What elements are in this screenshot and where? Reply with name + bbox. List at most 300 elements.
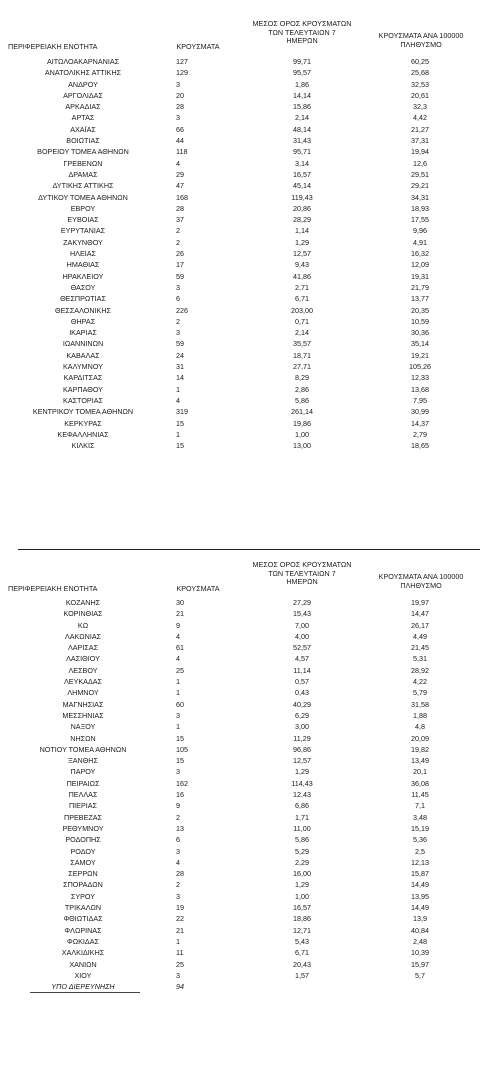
cases-value: 3 — [176, 282, 180, 292]
under-investigation-label: ΥΠΟ ΔΙΕΡΕΥΝΗΣΗ — [51, 982, 115, 992]
avg-7-days-value: 99,71 — [293, 57, 311, 66]
avg-7-days-value: 1,00 — [295, 429, 309, 439]
table-row — [0, 192, 489, 203]
cases-value: 29 — [176, 169, 184, 179]
per-100000-value: 26,17 — [411, 620, 429, 630]
cases-value: 24 — [176, 350, 184, 360]
cases-value: 37 — [176, 215, 184, 225]
avg-7-days-value: 6,71 — [295, 948, 309, 958]
avg-7-days-value: 12,43 — [293, 790, 311, 800]
cases-value: 28 — [176, 203, 184, 213]
table-row — [0, 395, 489, 406]
table-row — [0, 936, 489, 947]
cases-value: 17 — [176, 260, 184, 270]
cases-value: 1 — [176, 384, 180, 394]
avg-7-days-value: 95,71 — [293, 147, 311, 157]
table-row — [0, 259, 489, 270]
table-row — [0, 970, 489, 981]
per-100000-value: 32,3 — [413, 102, 427, 112]
table-row — [0, 429, 489, 440]
per-100000-value: 20,61 — [411, 90, 429, 100]
region-name: ΛΕΣΒΟΥ — [68, 665, 98, 675]
table-row — [0, 79, 489, 90]
table-row — [0, 158, 489, 169]
region-name: ΔΡΑΜΑΣ — [68, 169, 98, 179]
table-row — [0, 56, 489, 67]
per-100000-value: 15,87 — [411, 869, 429, 879]
cases-value: 105 — [176, 744, 188, 754]
cases-value: 1 — [176, 688, 180, 698]
cases-value: 3 — [176, 891, 180, 901]
cases-value: 129 — [176, 68, 188, 78]
per-100000-value: 1,88 — [413, 710, 427, 720]
avg-7-days-value: 2,86 — [295, 384, 309, 394]
per-100000-value: 19,94 — [411, 147, 429, 157]
avg-7-days-value: 6,71 — [295, 294, 309, 304]
cases-value: 1 — [176, 677, 180, 687]
per-100000-value: 15,19 — [411, 823, 429, 833]
avg-7-days-value: 5,86 — [295, 395, 309, 405]
region-name: ΦΘΙΩΤΙΔΑΣ — [63, 914, 103, 924]
table-row — [0, 925, 489, 936]
table-row — [0, 631, 489, 642]
header-per-line1: ΚΡΟΥΣΜΑΤΑ ΑΝΑ 100000 — [378, 572, 464, 581]
avg-7-days-value: 3,14 — [295, 158, 309, 168]
avg-7-days-value: 4,00 — [295, 631, 309, 641]
avg-7-days-value: 7,00 — [295, 620, 309, 630]
region-name: ΞΑΝΘΗΣ — [68, 756, 98, 766]
cases-value: 2 — [176, 226, 180, 236]
header-avg-line1: ΜΕΣΟΣ ΟΡΟΣ ΚΡΟΥΣΜΑΤΩΝ — [252, 19, 352, 28]
footer-underline — [30, 992, 140, 993]
region-name: ΚΕΦΑΛΛΗΝΙΑΣ — [57, 429, 109, 439]
region-name: ΧΙΟΥ — [74, 970, 92, 980]
avg-7-days-value: 16,57 — [293, 903, 311, 913]
avg-7-days-value: 261,14 — [291, 407, 313, 417]
per-100000-value: 5,7 — [415, 970, 425, 980]
region-name: ΝΑΞΟΥ — [70, 722, 96, 732]
cases-value: 4 — [176, 857, 180, 867]
avg-7-days-value: 19,86 — [293, 418, 311, 428]
region-name: ΒΟΙΩΤΙΑΣ — [66, 136, 100, 146]
cases-value: 19 — [176, 903, 184, 913]
avg-7-days-value: 18,71 — [293, 350, 311, 360]
per-100000-value: 37,31 — [411, 136, 429, 146]
avg-7-days-value: 1,29 — [295, 767, 309, 777]
avg-7-days-value: 119,43 — [291, 192, 313, 202]
per-100000-value: 9,96 — [413, 226, 427, 236]
per-100000-value: 5,36 — [413, 835, 427, 845]
per-100000-value: 28,92 — [411, 665, 429, 675]
cases-value: 6 — [176, 294, 180, 304]
avg-7-days-value: 1,29 — [295, 237, 309, 247]
avg-7-days-value: 203,00 — [291, 305, 313, 315]
per-100000-value: 18,65 — [411, 441, 429, 451]
cases-value: 226 — [176, 305, 188, 315]
avg-7-days-value: 1,14 — [295, 226, 309, 236]
region-name: ΛΑΚΩΝΙΑΣ — [64, 631, 102, 641]
region-name: ΦΛΩΡΙΝΑΣ — [64, 925, 102, 935]
region-name: ΣΑΜΟΥ — [70, 857, 96, 867]
region-name: ΧΑΝΙΩΝ — [69, 959, 97, 969]
cases-value: 319 — [176, 407, 188, 417]
cases-value: 44 — [176, 136, 184, 146]
cases-value: 59 — [176, 271, 184, 281]
table-row — [0, 620, 489, 631]
avg-7-days-value: 20,43 — [293, 959, 311, 969]
cases-value: 31 — [176, 362, 184, 372]
avg-7-days-value: 31,43 — [293, 136, 311, 146]
table-row — [0, 237, 489, 248]
header-avg-7-days — [248, 20, 356, 46]
table-row — [0, 282, 489, 293]
table-row — [0, 225, 489, 236]
per-100000-value: 7,95 — [413, 395, 427, 405]
cases-value: 2 — [176, 880, 180, 890]
per-100000-value: 10,39 — [411, 948, 429, 958]
region-name: ΒΟΡΕΙΟΥ ΤΟΜΕΑ ΑΘΗΝΩΝ — [37, 147, 129, 157]
per-100000-value: 14,49 — [411, 880, 429, 890]
header-avg-line3: ΗΜΕΡΩΝ — [286, 36, 318, 46]
header-avg-line2: ΤΩΝ ΤΕΛΕΥΤΑΙΩΝ 7 — [268, 27, 336, 37]
table-row — [0, 699, 489, 710]
region-name: ΚΕΝΤΡΙΚΟΥ ΤΟΜΕΑ ΑΘΗΝΩΝ — [32, 407, 134, 417]
under-investigation-row — [0, 981, 489, 992]
per-100000-value: 32,53 — [411, 79, 429, 89]
cases-value: 127 — [176, 57, 188, 66]
avg-7-days-value: 20,86 — [293, 203, 311, 213]
cases-value: 21 — [176, 925, 184, 935]
region-name: ΣΠΟΡΑΔΩΝ — [63, 880, 103, 890]
per-100000-value: 105,26 — [409, 362, 431, 372]
header-avg-line2: ΤΩΝ ΤΕΛΕΥΤΑΙΩΝ 7 — [268, 568, 336, 578]
region-name: ΗΡΑΚΛΕΙΟΥ — [62, 271, 104, 281]
per-100000-value: 29,21 — [411, 181, 429, 191]
cases-value: 2 — [176, 237, 180, 247]
cases-value: 2 — [176, 316, 180, 326]
table-row — [0, 169, 489, 180]
table-row — [0, 327, 489, 338]
per-100000-value: 19,82 — [411, 744, 429, 754]
table-row — [0, 248, 489, 259]
per-100000-value: 14,47 — [411, 609, 429, 619]
region-name: ΣΥΡΟΥ — [70, 891, 96, 901]
region-name: ΑΡΓΟΛΙΔΑΣ — [63, 90, 103, 100]
per-100000-value: 2,5 — [415, 846, 425, 856]
region-name: ΠΡΕΒΕΖΑΣ — [64, 812, 102, 822]
region-name: ΑΡΤΑΣ — [71, 113, 95, 123]
avg-7-days-value: 6,29 — [295, 710, 309, 720]
cases-value: 162 — [176, 778, 188, 788]
avg-7-days-value: 40,29 — [293, 699, 311, 709]
table-row — [0, 101, 489, 112]
avg-7-days-value: 12,57 — [293, 249, 311, 259]
avg-7-days-value: 28,29 — [293, 215, 311, 225]
avg-7-days-value: 52,57 — [293, 643, 311, 653]
region-name: ΚΑΡΔΙΤΣΑΣ — [63, 373, 103, 383]
table-row — [0, 665, 489, 676]
table-row — [0, 124, 489, 135]
header-region: ΠΕΡΙΦΕΡΕΙΑΚΗ ΕΝΟΤΗΤΑ — [8, 584, 98, 593]
cases-value: 59 — [176, 339, 184, 349]
region-name: ΘΑΣΟΥ — [70, 282, 96, 292]
table-row — [0, 733, 489, 744]
cases-value: 9 — [176, 620, 180, 630]
header-region: ΠΕΡΙΦΕΡΕΙΑΚΗ ΕΝΟΤΗΤΑ — [8, 42, 98, 51]
table-row — [0, 913, 489, 924]
per-100000-value: 16,32 — [411, 249, 429, 259]
region-name: ΚΑΣΤΟΡΙΑΣ — [63, 395, 103, 405]
region-name: ΕΥΡΥΤΑΝΙΑΣ — [60, 226, 106, 236]
region-name: ΚΟΡΙΝΘΙΑΣ — [63, 609, 103, 619]
region-name: ΚΑΒΑΛΑΣ — [66, 350, 100, 360]
table-row — [0, 766, 489, 777]
region-name: ΕΥΒΟΙΑΣ — [67, 215, 99, 225]
per-100000-value: 21,27 — [411, 124, 429, 134]
per-100000-value: 18,93 — [411, 203, 429, 213]
per-100000-value: 60,25 — [411, 57, 429, 66]
cases-value: 30 — [176, 598, 184, 607]
avg-7-days-value: 18,86 — [293, 914, 311, 924]
avg-7-days-value: 2,29 — [295, 857, 309, 867]
avg-7-days-value: 12,57 — [293, 756, 311, 766]
region-name: ΓΡΕΒΕΝΩΝ — [63, 158, 103, 168]
region-name: ΤΡΙΚΑΛΩΝ — [64, 903, 102, 913]
cases-value: 4 — [176, 654, 180, 664]
cases-value: 22 — [176, 914, 184, 924]
table-body — [0, 597, 489, 981]
cases-value: 28 — [176, 869, 184, 879]
avg-7-days-value: 2,14 — [295, 328, 309, 338]
cases-value: 13 — [176, 823, 184, 833]
per-100000-value: 10,59 — [411, 316, 429, 326]
table-row — [0, 146, 489, 157]
cases-value: 3 — [176, 846, 180, 856]
cases-value: 3 — [176, 970, 180, 980]
avg-7-days-value: 6,86 — [295, 801, 309, 811]
per-100000-value: 5,31 — [413, 654, 427, 664]
table-row — [0, 350, 489, 361]
region-name: ΑΝΑΤΟΛΙΚΗΣ ΑΤΤΙΚΗΣ — [44, 68, 122, 78]
per-100000-value: 4,49 — [413, 631, 427, 641]
region-name: ΛΗΜΝΟΥ — [67, 688, 99, 698]
table-row — [0, 642, 489, 653]
per-100000-value: 5,79 — [413, 688, 427, 698]
region-name: ΡΕΘΥΜΝΟΥ — [62, 823, 104, 833]
under-investigation-value: 94 — [176, 982, 184, 992]
table-row — [0, 372, 489, 383]
region-name: ΑΙΤΩΛΟΑΚΑΡΝΑΝΙΑΣ — [46, 57, 120, 66]
table-row — [0, 744, 489, 755]
per-100000-value: 14,37 — [411, 418, 429, 428]
avg-7-days-value: 0,43 — [295, 688, 309, 698]
table-row — [0, 135, 489, 146]
region-name: ΗΜΑΘΙΑΣ — [66, 260, 100, 270]
region-name: ΡΟΔΟΠΗΣ — [65, 835, 101, 845]
avg-7-days-value: 48,14 — [293, 124, 311, 134]
table-row — [0, 778, 489, 789]
per-100000-value: 12,6 — [413, 158, 427, 168]
avg-7-days-value: 41,86 — [293, 271, 311, 281]
table-row — [0, 214, 489, 225]
per-100000-value: 14,49 — [411, 903, 429, 913]
avg-7-days-value: 9,43 — [295, 260, 309, 270]
region-name: ΦΩΚΙΔΑΣ — [67, 936, 99, 946]
cases-value: 26 — [176, 249, 184, 259]
cases-value: 4 — [176, 158, 180, 168]
header-avg-7-days — [248, 561, 356, 587]
avg-7-days-value: 2,71 — [295, 282, 309, 292]
header-per-100000 — [366, 32, 476, 49]
avg-7-days-value: 0,57 — [295, 677, 309, 687]
avg-7-days-value: 1,29 — [295, 880, 309, 890]
region-name: ΚΙΛΚΙΣ — [71, 441, 95, 451]
per-100000-value: 13,68 — [411, 384, 429, 394]
avg-7-days-value: 1,00 — [295, 891, 309, 901]
table-row — [0, 857, 489, 868]
avg-7-days-value: 114,43 — [291, 778, 313, 788]
cases-value: 47 — [176, 181, 184, 191]
avg-7-days-value: 15,43 — [293, 609, 311, 619]
region-name: ΔΥΤΙΚΗΣ ΑΤΤΙΚΗΣ — [52, 181, 114, 191]
avg-7-days-value: 12,71 — [293, 925, 311, 935]
cases-value: 3 — [176, 710, 180, 720]
table-row — [0, 338, 489, 349]
region-name: ΚΑΛΥΜΝΟΥ — [63, 362, 103, 372]
header-per-100000 — [366, 573, 476, 590]
region-name: ΝΟΤΙΟΥ ΤΟΜΕΑ ΑΘΗΝΩΝ — [39, 744, 127, 754]
header-cases: ΚΡΟΥΣΜΑΤΑ — [176, 584, 220, 593]
cases-value: 61 — [176, 643, 184, 653]
avg-7-days-value: 1,57 — [295, 970, 309, 980]
per-100000-value: 31,58 — [411, 699, 429, 709]
avg-7-days-value: 11,29 — [293, 733, 311, 743]
per-100000-value: 13,77 — [411, 294, 429, 304]
avg-7-days-value: 3,00 — [295, 722, 309, 732]
per-100000-value: 40,84 — [411, 925, 429, 935]
avg-7-days-value: 11,14 — [293, 665, 311, 675]
per-100000-value: 4,42 — [413, 113, 427, 123]
region-name: ΝΗΣΩΝ — [70, 733, 96, 743]
avg-7-days-value: 15,86 — [293, 102, 311, 112]
cases-value: 11 — [176, 948, 184, 958]
region-name: ΙΚΑΡΙΑΣ — [69, 328, 97, 338]
avg-7-days-value: 11,00 — [293, 823, 311, 833]
region-name: ΙΩΑΝΝΙΝΩΝ — [62, 339, 104, 349]
region-name: ΣΕΡΡΩΝ — [68, 869, 98, 879]
region-name: ΠΙΕΡΙΑΣ — [68, 801, 97, 811]
region-name: ΛΑΡΙΣΑΣ — [67, 643, 99, 653]
per-100000-value: 36,08 — [411, 778, 429, 788]
region-name: ΜΕΣΣΗΝΙΑΣ — [62, 710, 104, 720]
header-per-line2: ΠΛΗΘΥΣΜΟ — [400, 39, 442, 49]
cases-value: 25 — [176, 665, 184, 675]
cases-value: 1 — [176, 722, 180, 732]
per-100000-value: 19,21 — [411, 350, 429, 360]
table-row — [0, 293, 489, 304]
table-row — [0, 891, 489, 902]
avg-7-days-value: 2,14 — [295, 113, 309, 123]
table-row — [0, 67, 489, 78]
region-name: ΑΝΔΡΟΥ — [68, 79, 98, 89]
per-100000-value: 2,79 — [413, 429, 427, 439]
per-100000-value: 20,09 — [411, 733, 429, 743]
cases-value: 118 — [176, 147, 188, 157]
table-row — [0, 608, 489, 619]
header-avg-line3: ΗΜΕΡΩΝ — [286, 577, 318, 587]
region-name: ΚΟΖΑΝΗΣ — [65, 598, 101, 607]
table-row — [0, 755, 489, 766]
table-row — [0, 710, 489, 721]
avg-7-days-value: 8,29 — [295, 373, 309, 383]
table-row — [0, 406, 489, 417]
per-100000-value: 30,99 — [411, 407, 429, 417]
regional-cases-table-1 — [0, 0, 489, 451]
header-per-line1: ΚΡΟΥΣΜΑΤΑ ΑΝΑ 100000 — [378, 31, 464, 40]
cases-value: 3 — [176, 79, 180, 89]
table-row — [0, 687, 489, 698]
table-row — [0, 384, 489, 395]
per-100000-value: 20,35 — [411, 305, 429, 315]
table-row — [0, 834, 489, 845]
region-name: ΑΧΑΪΑΣ — [70, 124, 96, 134]
per-100000-value: 12,33 — [411, 373, 429, 383]
region-name: ΛΕΥΚΑΔΑΣ — [63, 677, 102, 687]
table-row — [0, 271, 489, 282]
per-100000-value: 7,1 — [415, 801, 425, 811]
region-name: ΚΩ — [77, 620, 89, 630]
cases-value: 6 — [176, 835, 180, 845]
table-row — [0, 112, 489, 123]
avg-7-days-value: 13,00 — [293, 441, 311, 451]
cases-value: 14 — [176, 373, 184, 383]
cases-value: 28 — [176, 102, 184, 112]
table-row — [0, 440, 489, 451]
avg-7-days-value: 35,57 — [293, 339, 311, 349]
region-name: ΠΑΡΟΥ — [70, 767, 96, 777]
cases-value: 2 — [176, 812, 180, 822]
table-row — [0, 180, 489, 191]
cases-value: 3 — [176, 328, 180, 338]
table-row — [0, 305, 489, 316]
avg-7-days-value: 16,57 — [293, 169, 311, 179]
cases-value: 15 — [176, 441, 184, 451]
table-row — [0, 418, 489, 429]
table-row — [0, 902, 489, 913]
region-name: ΚΕΡΚΥΡΑΣ — [64, 418, 102, 428]
cases-value: 1 — [176, 429, 180, 439]
table-row — [0, 846, 489, 857]
region-name: ΔΥΤΙΚΟΥ ΤΟΜΕΑ ΑΘΗΝΩΝ — [38, 192, 128, 202]
table-row — [0, 597, 489, 608]
avg-7-days-value: 5,29 — [295, 846, 309, 856]
header-per-line2: ΠΛΗΘΥΣΜΟ — [400, 580, 442, 590]
avg-7-days-value: 1,71 — [295, 812, 309, 822]
cases-value: 16 — [176, 790, 184, 800]
cases-value: 1 — [176, 936, 180, 946]
avg-7-days-value: 4,57 — [295, 654, 309, 664]
table-header — [0, 0, 489, 56]
region-name: ΛΑΣΙΘΙΟΥ — [66, 654, 100, 664]
region-name: ΕΒΡΟΥ — [70, 203, 96, 213]
avg-7-days-value: 14,14 — [293, 90, 311, 100]
avg-7-days-value: 5,43 — [295, 936, 309, 946]
per-100000-value: 19,31 — [411, 271, 429, 281]
region-name: ΗΛΕΙΑΣ — [69, 249, 97, 259]
per-100000-value: 12,13 — [411, 857, 429, 867]
cases-value: 15 — [176, 418, 184, 428]
table-row — [0, 800, 489, 811]
